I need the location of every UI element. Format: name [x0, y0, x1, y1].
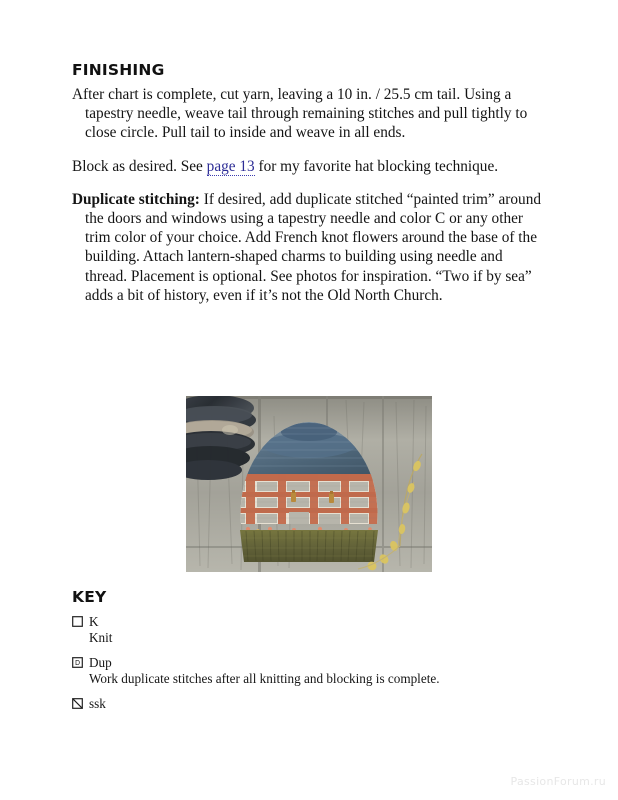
key-label-k: K — [89, 613, 99, 629]
block-text-before-link: Block as desired. See — [72, 157, 207, 175]
key-row — [72, 614, 546, 629]
key-description-dup: Work duplicate stitches after all knitting and blocking is complete. — [89, 670, 440, 686]
watermark: PassionForum.ru — [510, 775, 606, 788]
page-title: FINISHING — [72, 61, 165, 79]
finishing-section — [72, 62, 546, 305]
key-section — [72, 589, 546, 711]
key-row — [72, 696, 546, 711]
finishing-paragraph-1: After chart is complete, cut yarn, leaving a 10 in. / 25.5 cm tail. Using a tapestry needle, weave tail through remaining stitches and pull tightly to close circle. Pull tail to inside and weave in all ends. — [72, 86, 528, 142]
key-entry-ssk — [72, 696, 546, 711]
key-label-ssk: ssk — [89, 695, 106, 711]
key-row — [72, 655, 546, 670]
duplicate-stitching-text: If desired, add duplicate stitched “painted trim” around the doors and windows using a tapestry needle and color C or any other trim color of your choice. Add French knot flowers around the base of the building. Attach lantern-shaped charms to building using needle and thread. Placement is optional. See photos for inspiration. “Two if by sea” adds a bit of history, even if it’s not the Old North Church. — [85, 190, 541, 304]
duplicate-stitching-paragraph — [72, 190, 546, 305]
hat-photo — [186, 396, 432, 572]
square-with-d-icon — [72, 657, 83, 668]
key-entry-dup — [72, 655, 546, 687]
finishing-paragraph-2 — [72, 157, 546, 176]
key-heading: KEY — [72, 588, 107, 606]
empty-square-icon — [72, 616, 83, 627]
block-text-after-link: for my favorite hat blocking technique. — [254, 157, 499, 175]
key-description-knit: Knit — [89, 630, 113, 646]
duplicate-stitching-label: Duplicate stitching: — [72, 190, 200, 208]
key-label-dup: Dup — [89, 654, 112, 670]
key-entry-knit — [72, 614, 546, 646]
square-with-diagonal-icon — [72, 698, 83, 709]
svg-text:D: D — [74, 658, 81, 667]
hat-photo-image — [186, 396, 432, 572]
page-13-link[interactable]: page 13 — [206, 157, 255, 175]
